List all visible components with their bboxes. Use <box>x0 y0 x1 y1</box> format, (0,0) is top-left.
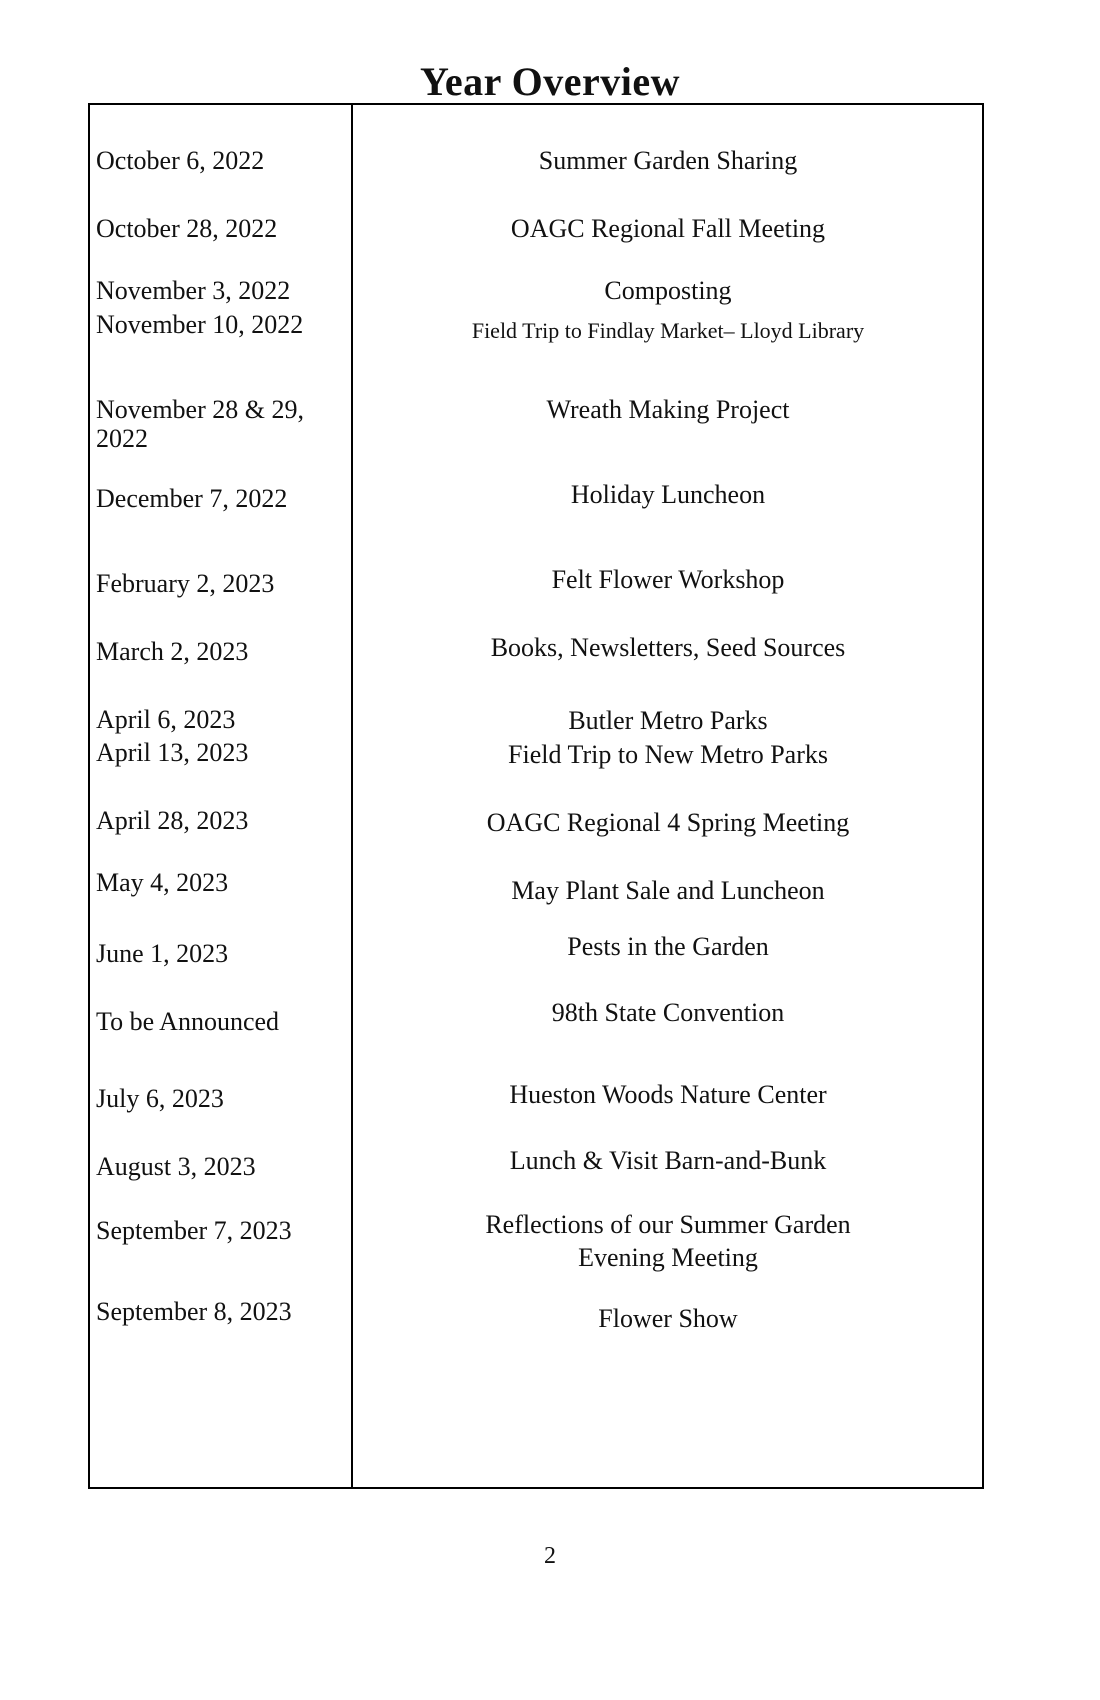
schedule-event: Wreath Making Project <box>546 395 790 424</box>
schedule-event: May Plant Sale and Luncheon <box>511 876 825 905</box>
schedule-date: February 2, 2023 <box>96 569 275 598</box>
schedule-date: April 28, 2023 <box>96 806 249 835</box>
schedule-date: November 3, 2022 <box>96 276 291 305</box>
schedule-event: 98th State Convention <box>551 998 785 1027</box>
page-title: Year Overview <box>419 59 681 104</box>
schedule-event: Felt Flower Workshop <box>551 565 785 594</box>
schedule-event: Hueston Woods Nature Center <box>509 1080 827 1109</box>
schedule-date: November 10, 2022 <box>96 310 304 339</box>
schedule-date: October 28, 2022 <box>96 214 278 243</box>
schedule-date: September 7, 2023 <box>96 1216 292 1245</box>
schedule-event: Evening Meeting <box>578 1243 758 1272</box>
schedule-event: Composting <box>604 276 732 305</box>
schedule-event: Holiday Luncheon <box>570 480 766 509</box>
schedule-event: Butler Metro Parks <box>568 706 768 735</box>
schedule-date: April 13, 2023 <box>96 738 249 767</box>
page-number: 2 <box>544 1543 556 1569</box>
schedule-event: Lunch & Visit Barn-and-Bunk <box>509 1146 827 1175</box>
schedule-date: May 4, 2023 <box>96 868 229 897</box>
schedule-event: Field Trip to New Metro Parks <box>508 740 828 769</box>
schedule-event: Summer Garden Sharing <box>538 146 798 175</box>
schedule-event: Flower Show <box>598 1304 738 1333</box>
schedule-event: OAGC Regional 4 Spring Meeting <box>486 808 850 837</box>
schedule-date: March 2, 2023 <box>96 637 249 666</box>
schedule-date: August 3, 2023 <box>96 1152 256 1181</box>
schedule-event: Field Trip to Findlay Market– Lloyd Library <box>471 318 865 343</box>
schedule-date: July 6, 2023 <box>96 1084 224 1113</box>
schedule-date: To be Announced <box>96 1007 280 1036</box>
schedule-date: 2022 <box>96 424 148 453</box>
column-divider <box>351 103 353 1489</box>
schedule-date: October 6, 2022 <box>96 146 265 175</box>
schedule-date: September 8, 2023 <box>96 1297 292 1326</box>
schedule-event: Pests in the Garden <box>567 932 769 961</box>
schedule-date: December 7, 2022 <box>96 484 288 513</box>
schedule-event: Books, Newsletters, Seed Sources <box>490 633 846 662</box>
schedule-event: OAGC Regional Fall Meeting <box>510 214 826 243</box>
schedule-date: November 28 & 29, <box>96 395 304 424</box>
schedule-date: June 1, 2023 <box>96 939 229 968</box>
schedule-date: April 6, 2023 <box>96 705 236 734</box>
schedule-event: Reflections of our Summer Garden <box>485 1210 851 1239</box>
